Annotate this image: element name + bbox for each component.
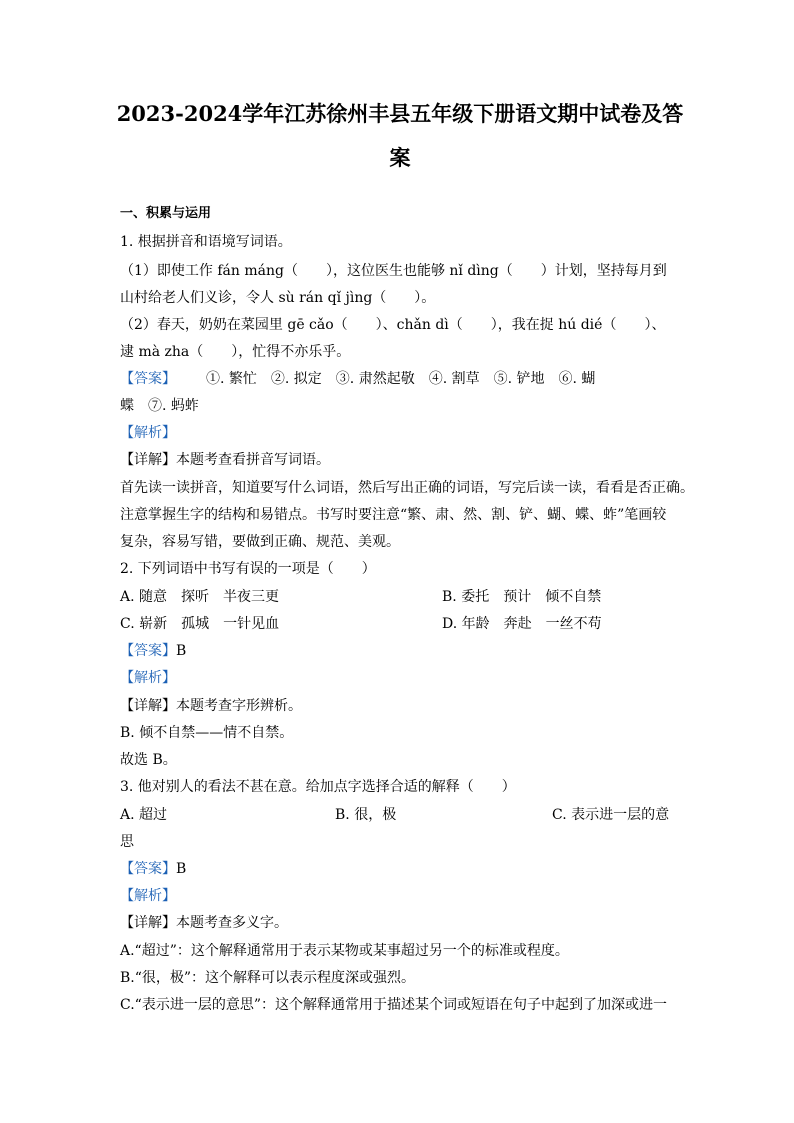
q3-detail xyxy=(120,914,680,932)
answer-tag: 【答案】 xyxy=(120,643,176,659)
q1-part2-line2: 逮 mà zha（ ），忙得不亦乐乎。 xyxy=(120,344,351,360)
q3-analysis-tag: 【解析】 xyxy=(120,888,176,904)
q2-explanation-1: B. 倾不自禁——情不自禁。 xyxy=(120,725,294,741)
q3-answer-value: B xyxy=(176,861,187,877)
q3-option-c: C. 表示进一层的意 xyxy=(552,807,670,823)
q2-option-a: A. 随意 探听 半夜三更 xyxy=(120,589,280,605)
answer-tag: 【答案】 xyxy=(120,371,176,387)
q2-stem: 2. 下列词语中书写有误的一项是（ ） xyxy=(120,561,376,577)
q1-stem: 1. 根据拼音和语境写词语。 xyxy=(120,234,292,250)
q1-part1-line2: 山村给老人们义诊，令人 sù rán qǐ jìng（ ）。 xyxy=(120,290,436,306)
q1-analysis-tag: 【解析】 xyxy=(120,425,176,441)
q3-option-a: A. 超过 xyxy=(120,807,168,823)
q1-answer xyxy=(120,370,680,388)
q3-explanation-a: A.“超过”：这个解释通常用于表示某物或某事超过另一个的标准或程度。 xyxy=(120,943,569,959)
q3-explanation-c: C.“表示进一层的意思”：这个解释通常用于描述某个词或短语在句子中起到了加深或进一 xyxy=(120,997,667,1013)
q2-detail-text: 本题考查字形辨析。 xyxy=(176,698,302,714)
section-heading: 一、积累与运用 xyxy=(120,206,212,221)
q1-detail xyxy=(120,451,680,469)
detail-tag: 【详解】 xyxy=(120,915,176,931)
q1-answer-text: ①. 繁忙 ②. 拟定 ③. 肃然起敬 ④. 割草 ⑤. 铲地 ⑥. 蝴 xyxy=(206,371,596,387)
q3-answer xyxy=(120,860,680,878)
q2-options-row1 xyxy=(120,588,680,606)
q1-explanation-3: 复杂，容易写错，要做到正确、规范、美观。 xyxy=(120,534,400,550)
q2-answer-value: B xyxy=(176,643,187,659)
q1-part1-line1: （1）即使工作 fán máng（ ），这位医生也能够 nǐ dìng（ ）计划，坚持每月到 xyxy=(120,263,667,279)
q2-explanation-2: 故选 B。 xyxy=(120,752,177,768)
q1-part2-line1: （2）春天，奶奶在菜园里 gē cǎo（ ）、chǎn dì（ ），我在捉 hú dié（ ）、 xyxy=(120,317,666,333)
q3-explanation-b: B.“很，极”：这个解释可以表示程度深或强烈。 xyxy=(120,970,416,986)
answer-tag: 【答案】 xyxy=(120,861,176,877)
document-title xyxy=(110,92,690,180)
q3-stem: 3. 他对别人的看法不甚在意。给加点字选择合适的解释（ ） xyxy=(120,779,516,795)
q1-detail-text: 本题考查看拼音写词语。 xyxy=(176,452,330,468)
q1-answer-continued: 蝶 ⑦. 蚂蚱 xyxy=(120,398,199,414)
title-line-1: 2023-2024学年江苏徐州丰县五年级下册语文期中试卷及答 xyxy=(116,101,684,126)
q2-option-d: D. 年龄 奔赴 一丝不苟 xyxy=(442,616,602,632)
q2-options-row2 xyxy=(120,615,680,633)
q3-options xyxy=(120,806,680,824)
detail-tag: 【详解】 xyxy=(120,698,176,714)
q1-explanation-2: 注意掌握生字的结构和易错点。书写时要注意“繁、肃、然、割、铲、蝴、蝶、蚱”笔画较 xyxy=(120,507,667,523)
q2-analysis-tag: 【解析】 xyxy=(120,670,176,686)
q2-option-c: C. 崭新 孤城 一针见血 xyxy=(120,616,280,632)
q3-detail-text: 本题考查多义字。 xyxy=(176,915,288,931)
q3-option-b: B. 很，极 xyxy=(335,807,397,823)
title-line-2: 案 xyxy=(389,145,411,170)
q1-explanation-1: 首先读一读拼音，知道要写什么词语，然后写出正确的词语，写完后读一读，看看是否正确。 xyxy=(120,480,694,496)
q2-option-b: B. 委托 预计 倾不自禁 xyxy=(442,589,602,605)
q2-answer xyxy=(120,642,680,660)
q3-option-c-continued: 思 xyxy=(120,834,134,850)
detail-tag: 【详解】 xyxy=(120,452,176,468)
q2-detail xyxy=(120,697,680,715)
